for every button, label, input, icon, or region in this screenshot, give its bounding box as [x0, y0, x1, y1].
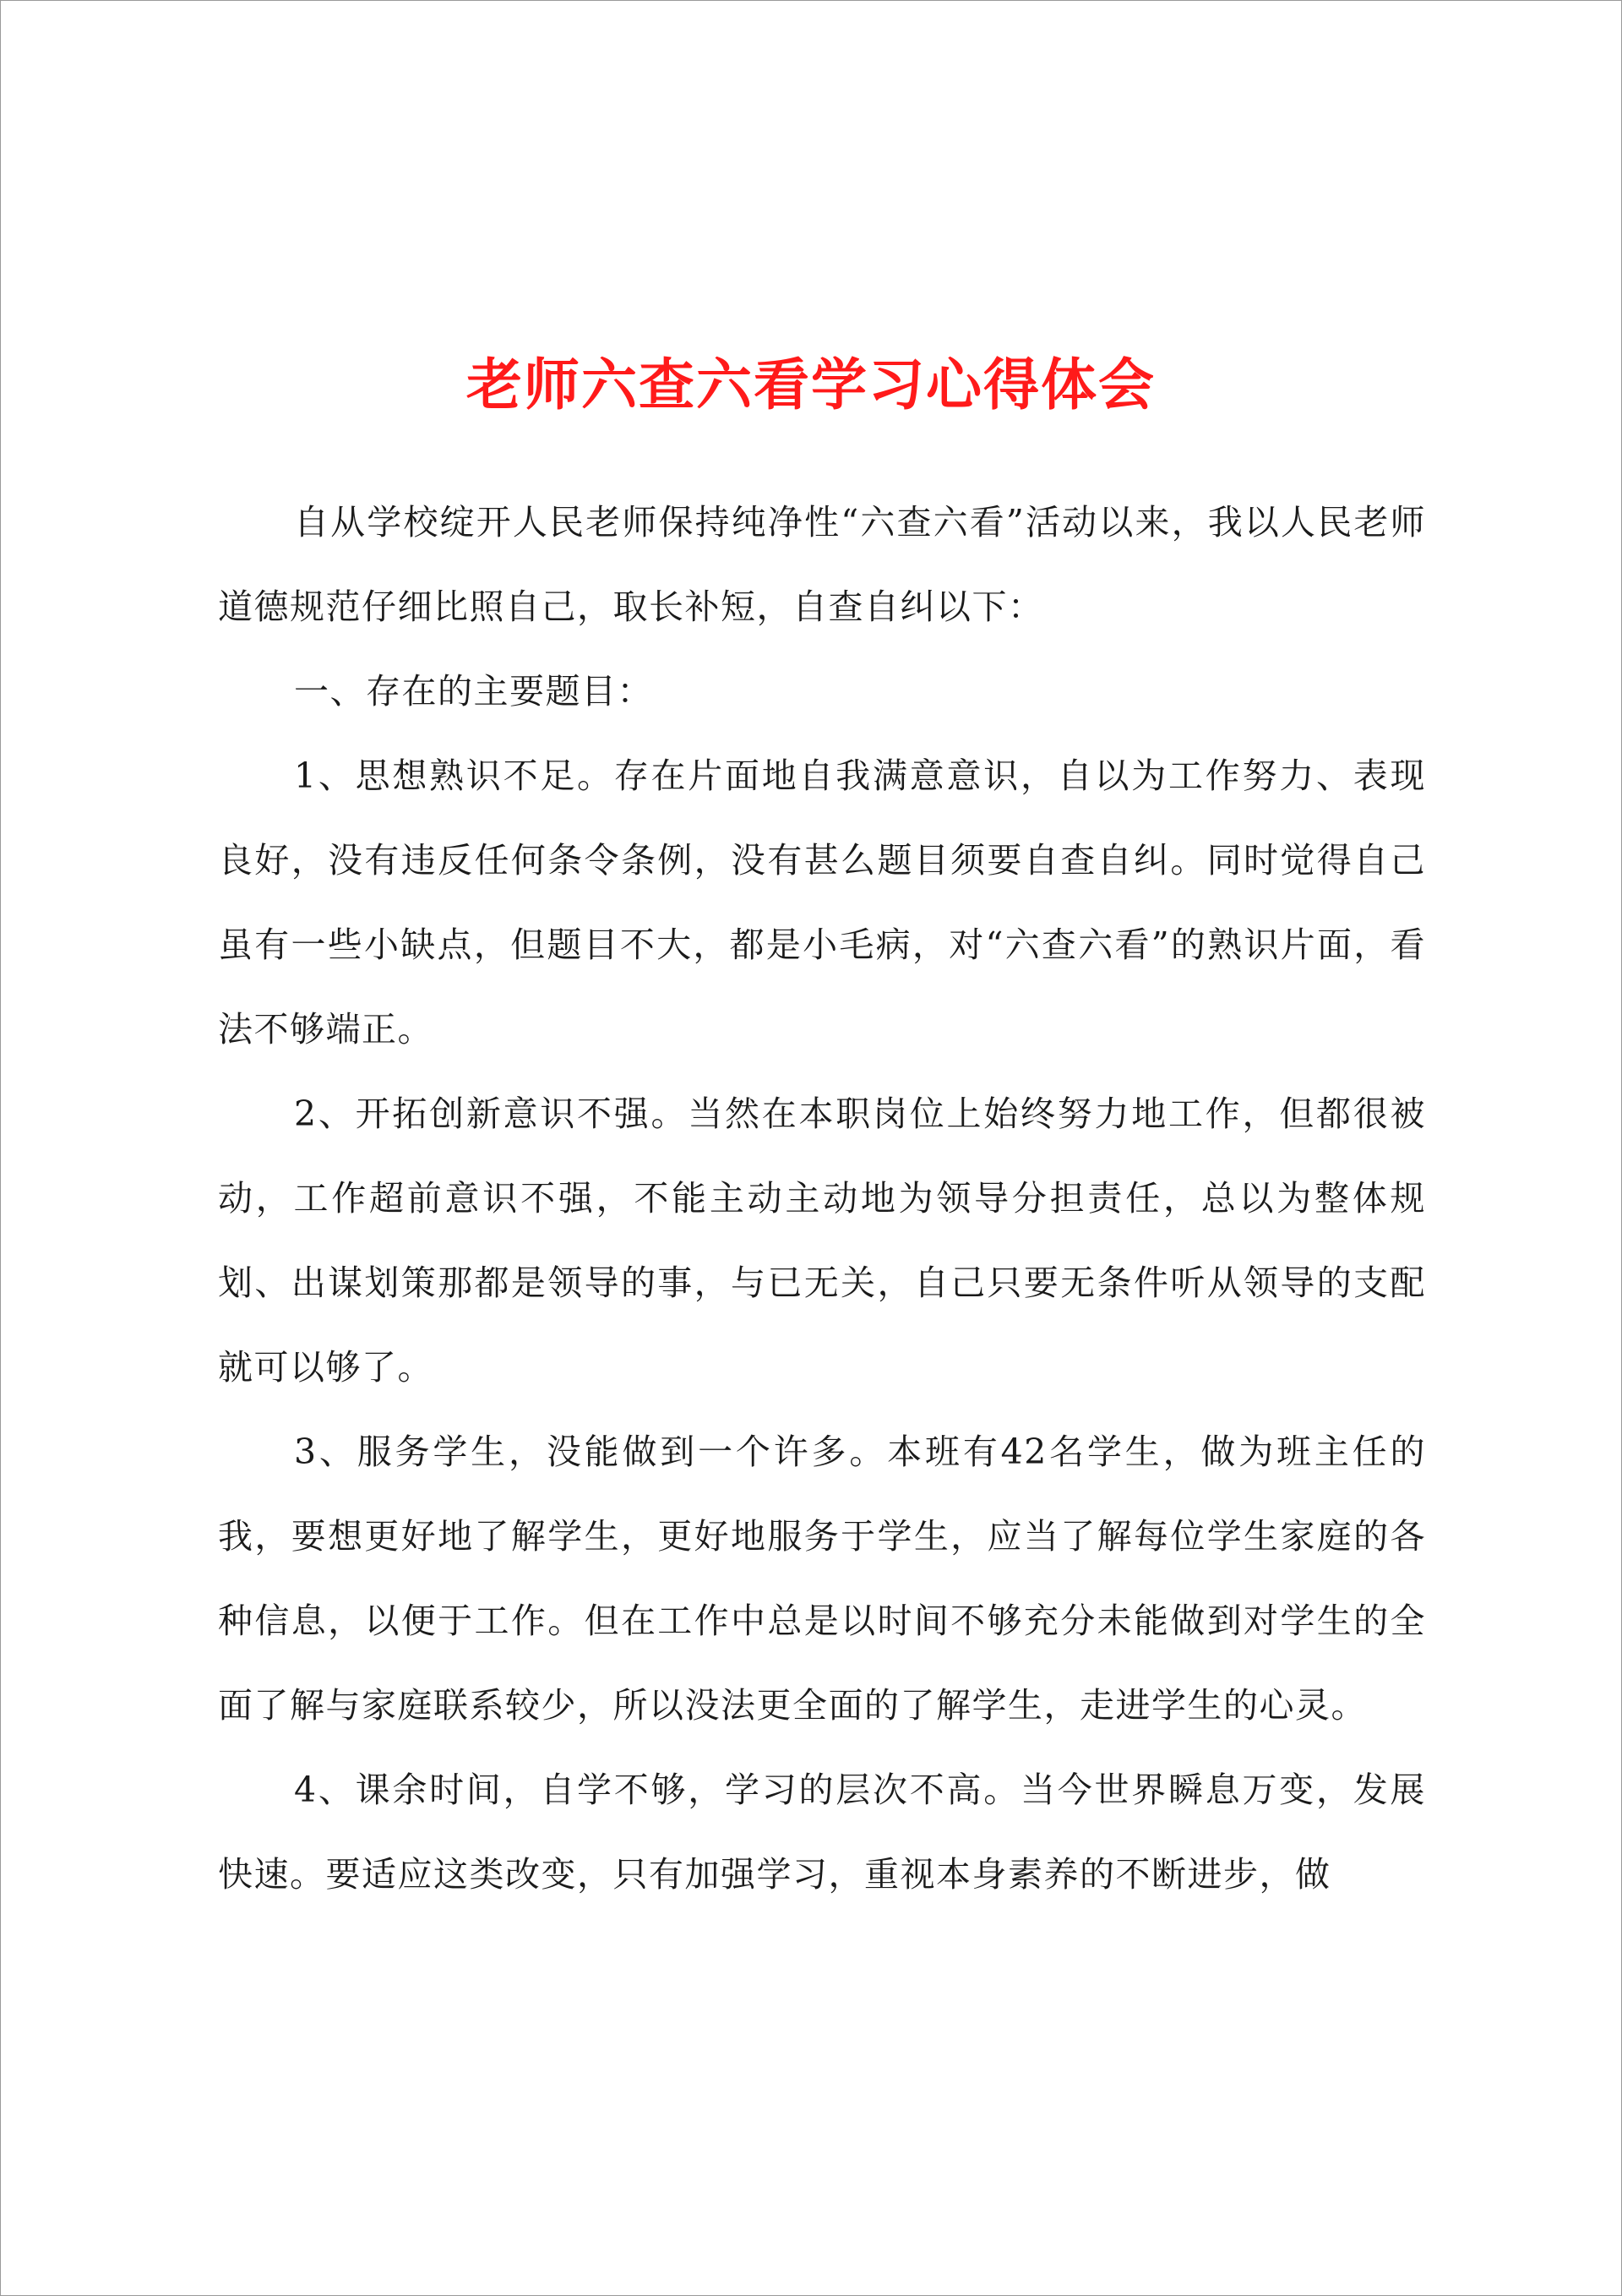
item-paragraph-4: 4、课余时间，自学不够，学习的层次不高。当今世界瞬息万变，发展快速。要适应这类改变，只有加强学习，重视本身素养的不断进步，做: [218, 1770, 1426, 1895]
item-paragraph-1: 1、思想熟识不足。存在片面地自我满意意识，自以为工作努力、表现良好，没有违反任何条令条例，没有甚么题目须要自查自纠。同时觉得自己虽有一些小缺点，但题目不大，都是小毛病，对“六查六看”的熟识片面，看法不够端正。: [218, 755, 1426, 1050]
item-paragraph-3: 3、服务学生，没能做到一个许多。本班有42名学生，做为班主任的我，要想更好地了解学生，更好地服务于学生，应当了解每位学生家庭的各种信息，以便于工作。但在工作中总是以时间不够充分未能做到对学生的全面了解与家庭联系较少，所以没法更全面的了解学生，走进学生的心灵。: [218, 1432, 1426, 1726]
document-body: [218, 480, 1426, 1917]
section-heading: 一、存在的主要题目：: [294, 671, 653, 712]
intro-paragraph: 自从学校绽开人民老师保持纯净性“六查六看”活动以来，我以人民老师道德规范仔细比照自己，取长补短，自查自纠以下：: [218, 502, 1426, 627]
document-title: 老师六查六看学习心得体会: [466, 352, 1156, 417]
item-paragraph-2: 2、开拓创新意识不强。当然在本职岗位上始终努力地工作，但都很被动，工作超前意识不强，不能主动主动地为领导分担责任，总以为整体规划、出谋划策那都是领导的事，与已无关，自己只要无条件听从领导的支配就可以够了。: [218, 1093, 1426, 1388]
